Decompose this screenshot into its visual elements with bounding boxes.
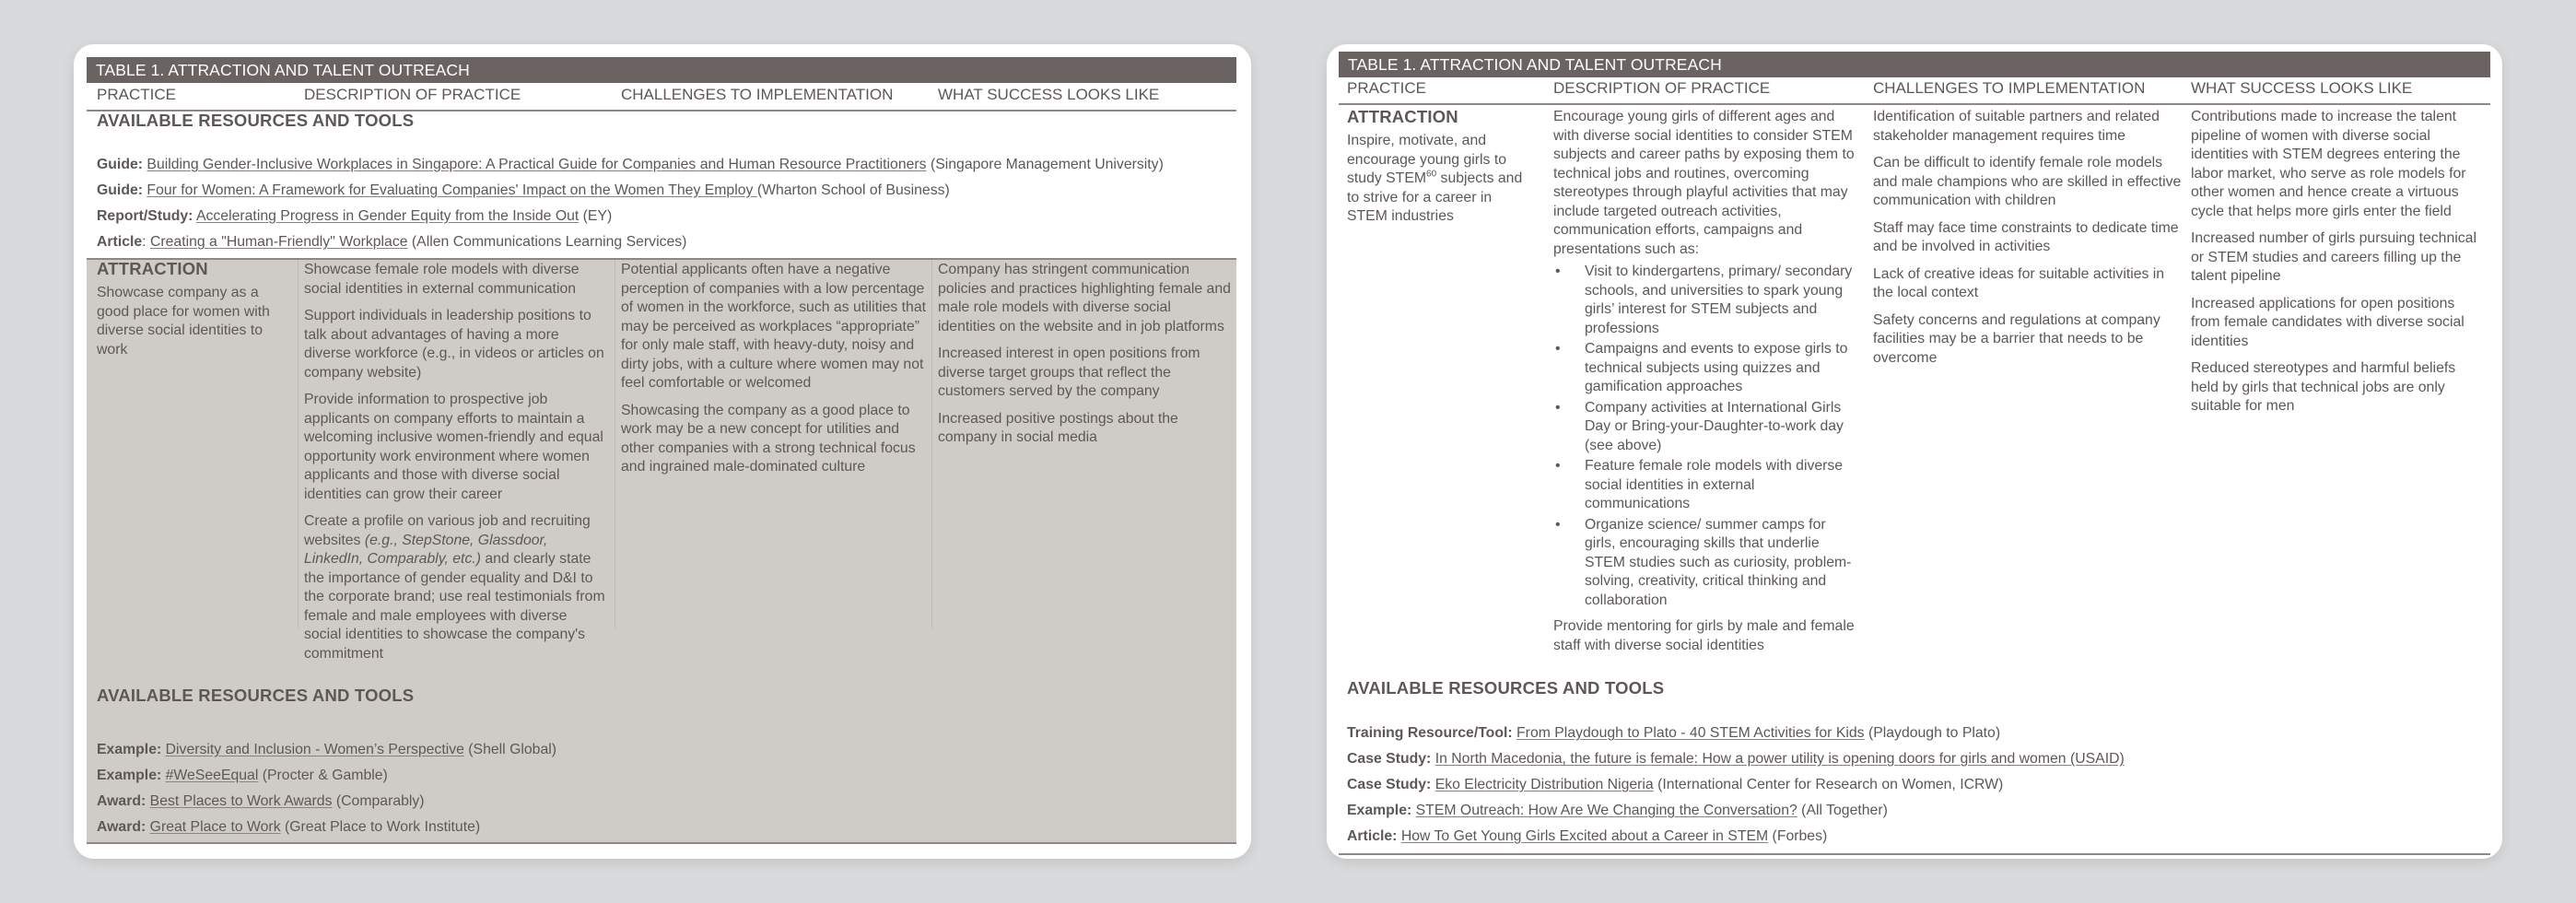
column-header-practice: PRACTICE	[1347, 79, 1426, 97]
challenge-item: Showcasing the company as a good place to work may be a new concept for utilities and other companies with a strong technical focus and ingrained male-dominated culture	[621, 402, 916, 475]
resource-source: (Great Place to Work Institute)	[280, 819, 481, 835]
column-divider	[298, 260, 299, 628]
table-title: TABLE 1. ATTRACTION AND TALENT OUTREACH	[87, 57, 1236, 83]
resource-item	[97, 792, 425, 811]
challenge-item: Staff may face time constraints to dedicate time and be involved in activities	[1873, 219, 2179, 254]
resource-link[interactable]: Great Place to Work	[149, 819, 281, 835]
resource-label: Article:	[1347, 828, 1398, 844]
resource-source: (Shell Global)	[463, 742, 556, 757]
resource-source: (Forbes)	[1768, 828, 1828, 844]
resource-link[interactable]: How To Get Young Girls Excited about a Career in STEM	[1400, 828, 1769, 844]
bottom-divider	[1339, 853, 2490, 855]
resource-link[interactable]: STEM Outreach: How Are We Changing the Conversation?	[1415, 803, 1797, 818]
success-cell	[938, 261, 1231, 456]
column-header-success: WHAT SUCCESS LOOKS LIKE	[2191, 79, 2413, 97]
practice-cell	[1347, 106, 1536, 235]
resource-label: Report/Study:	[97, 208, 193, 224]
resource-item	[97, 156, 1164, 174]
resource-link[interactable]: In North Macedonia, the future is female: How a power utility is opening doors for girls and women (USAID)	[1434, 751, 2125, 767]
description-outro: Provide mentoring for girls by male and female staff with diverse social identities	[1553, 618, 1855, 653]
resource-label: Article	[97, 234, 143, 250]
resource-item	[97, 182, 950, 200]
column-header-challenges: CHALLENGES TO IMPLEMENTATION	[1873, 79, 2146, 97]
description-item: Create a profile on various job and recruiting websites (e.g., StepStone, Glassdoor, LinkedIn, Comparably, etc.) and clearly state the importance of gender equality and D&I to the corporate brand; use real testimonials from female and male employees with diverse social identities to showcase the company's commitment	[304, 513, 605, 662]
column-header-practice: PRACTICE	[97, 86, 176, 103]
resource-item	[97, 741, 556, 759]
success-item: Increased interest in open positions from diverse target groups that reflect the customers served by the company	[938, 346, 1200, 399]
practice-text: Showcase company as a good place for women with diverse social identities to work	[97, 285, 270, 358]
header-divider	[1339, 103, 2490, 105]
resource-label: Training Resource/Tool:	[1347, 725, 1513, 741]
challenge-item: Identification of suitable partners and related stakeholder management requires time	[1873, 109, 2160, 144]
practice-text: Inspire, motivate, and encourage young girls to study STEM$^{60}$ subjects and to strive for a career in STEM industries	[1347, 133, 1523, 224]
resource-source: (Comparably)	[332, 793, 425, 809]
table-title: TABLE 1. ATTRACTION AND TALENT OUTREACH	[1339, 52, 2490, 77]
resource-item	[1347, 724, 2000, 743]
resource-label: Case Study:	[1347, 777, 1432, 792]
success-item: Company has stringent communication policies and practices highlighting female and male role models with diverse social identities on the website and in job platforms	[938, 262, 1231, 334]
resource-item	[97, 767, 388, 785]
column-divider	[931, 260, 932, 628]
resource-link[interactable]: From Playdough to Plato - 40 STEM Activities for Kids	[1516, 725, 1865, 741]
practice-heading: ATTRACTION	[1347, 107, 1458, 126]
challenges-cell	[1873, 108, 2183, 376]
bullet-item: • Feature female role models with diverse social identities in external communications	[1553, 457, 1857, 514]
success-item: Contributions made to increase the talent pipeline of women with diverse social identities with STEM degrees entering the labor market, who serve as role models for other women and hence create a virtuous cycle that helps more girls enter the field	[2191, 109, 2466, 219]
bullet-item: • Company activities at International Girls Day or Bring-your-Daughter-to-work day (see above)	[1553, 399, 1857, 456]
resource-link[interactable]: Diversity and Inclusion - Women’s Perspective	[165, 742, 464, 757]
resource-label: Guide:	[97, 182, 144, 198]
success-cell	[2191, 108, 2486, 425]
description-item: Showcase female role models with diverse social identities in external communication	[304, 262, 580, 297]
resource-source: (International Center for Research on Women, ICRW)	[1653, 777, 2004, 792]
description-cell	[1553, 108, 1857, 663]
bullet-item: • Campaigns and events to expose girls to technical subjects using quizzes and gamification approaches	[1553, 340, 1857, 397]
resources-section-title: AVAILABLE RESOURCES AND TOOLS	[97, 686, 415, 705]
resource-source: (All Together)	[1797, 803, 1888, 818]
challenge-item: Potential applicants often have a negative perception of companies with a low percentage of women in the workforce, such as utilities that may be perceived as workplaces “appropriate” for only male staff, with heavy-duty, noisy and dirty jobs, with a culture where women may not feel comfortable or welcomed	[621, 262, 927, 391]
resource-label: Example:	[97, 768, 162, 783]
resource-link[interactable]: Accelerating Progress in Gender Equity from the Inside Out	[195, 208, 580, 224]
challenge-item: Can be difficult to identify female role models and male champions who are skilled in effective communication with children	[1873, 155, 2182, 208]
resource-link[interactable]: Four for Women: A Framework for Evaluating Companies' Impact on the Women They Employ	[146, 182, 757, 198]
resource-item	[97, 207, 612, 226]
bullet-item: • Organize science/ summer camps for girls, encouraging skills that underlie STEM studies such as curiosity, problem-solving, creativity, critical thinking and collaboration	[1553, 516, 1857, 611]
description-intro: Encourage young girls of different ages and with diverse social identities to consider STEM subjects and career paths by exposing them to technical jobs and routines, overcoming stereotypes through playful activities that may include targeted outreach activities, communication efforts, campaigns and presentations such as:	[1553, 109, 1855, 257]
resource-item: Article: Creating a "Human-Friendly" Workplace (Allen Communications Learning Services)	[97, 234, 687, 250]
resource-label: Guide:	[97, 157, 144, 172]
resource-label: Example:	[1347, 803, 1412, 818]
resource-link[interactable]: Creating a "Human-Friendly" Workplace	[149, 234, 408, 250]
bullet-item: • Visit to kindergartens, primary/ secondary schools, and universities to spark young girls’ interest for STEM subjects and professions	[1553, 263, 1857, 338]
resources-section-title: AVAILABLE RESOURCES AND TOOLS	[1347, 678, 1665, 698]
resource-source: (Allen Communications Learning Services)	[407, 234, 687, 250]
resource-source: (Playdough to Plato)	[1864, 725, 2001, 741]
right-page-panel	[1327, 44, 2502, 859]
description-cell	[304, 261, 608, 672]
description-bullet-list	[1553, 263, 1857, 610]
resource-link[interactable]: #WeSeeEqual	[165, 768, 259, 783]
resource-source: (Procter & Gamble)	[258, 768, 388, 783]
left-page-panel	[74, 44, 1251, 859]
resource-source: (EY)	[579, 208, 613, 224]
description-item: Provide information to prospective job applicants on company efforts to maintain a welcoming inclusive women-friendly and equal opportunity work environment where women applicants and those with diverse social identities can grow their career	[304, 392, 603, 502]
resource-link[interactable]: Eko Electricity Distribution Nigeria	[1434, 777, 1654, 792]
resource-label: Example:	[97, 742, 162, 757]
resource-link[interactable]: Best Places to Work Awards	[149, 793, 333, 809]
resource-item	[97, 818, 480, 837]
resource-item	[1347, 827, 1827, 846]
success-item: Reduced stereotypes and harmful beliefs held by girls that technical jobs are only suitable for men	[2191, 360, 2456, 414]
success-item: Increased number of girls pursuing technical or STEM studies and careers filling up the talent pipeline	[2191, 230, 2476, 284]
resource-link[interactable]: Building Gender-Inclusive Workplaces in Singapore: A Practical Guide for Companies and Human Resource Practitioners	[146, 157, 927, 172]
resource-item	[1347, 776, 2003, 794]
challenge-item: Safety concerns and regulations at company facilities may be a barrier that needs to be overcome	[1873, 311, 2160, 366]
resource-source: (Singapore Management University)	[926, 157, 1164, 172]
success-item: Increased applications for open positions from female candidates with diverse social identities	[2191, 295, 2465, 349]
column-header-description: DESCRIPTION OF PRACTICE	[1553, 79, 1771, 97]
practice-heading: ATTRACTION	[97, 259, 208, 278]
description-item: Support individuals in leadership positions to talk about advantages of having a more diverse workforce (e.g., in videos or articles on company website)	[304, 308, 604, 381]
column-header-description: DESCRIPTION OF PRACTICE	[304, 86, 521, 103]
success-item: Increased positive postings about the company in social media	[938, 410, 1178, 445]
column-header-challenges: CHALLENGES TO IMPLEMENTATION	[621, 86, 894, 103]
column-header-success: WHAT SUCCESS LOOKS LIKE	[938, 86, 1160, 103]
resource-label: Case Study:	[1347, 751, 1432, 767]
practice-cell	[97, 258, 286, 368]
resource-source: (Wharton School of Business)	[756, 182, 950, 198]
resource-item	[1347, 802, 1888, 820]
resource-item	[1347, 750, 2125, 768]
resource-label: Award:	[97, 819, 146, 835]
resource-label: Award:	[97, 793, 146, 809]
challenge-item: Lack of creative ideas for suitable activities in the local context	[1873, 265, 2165, 300]
challenges-cell	[621, 261, 927, 486]
resources-section-title: AVAILABLE RESOURCES AND TOOLS	[97, 111, 415, 130]
